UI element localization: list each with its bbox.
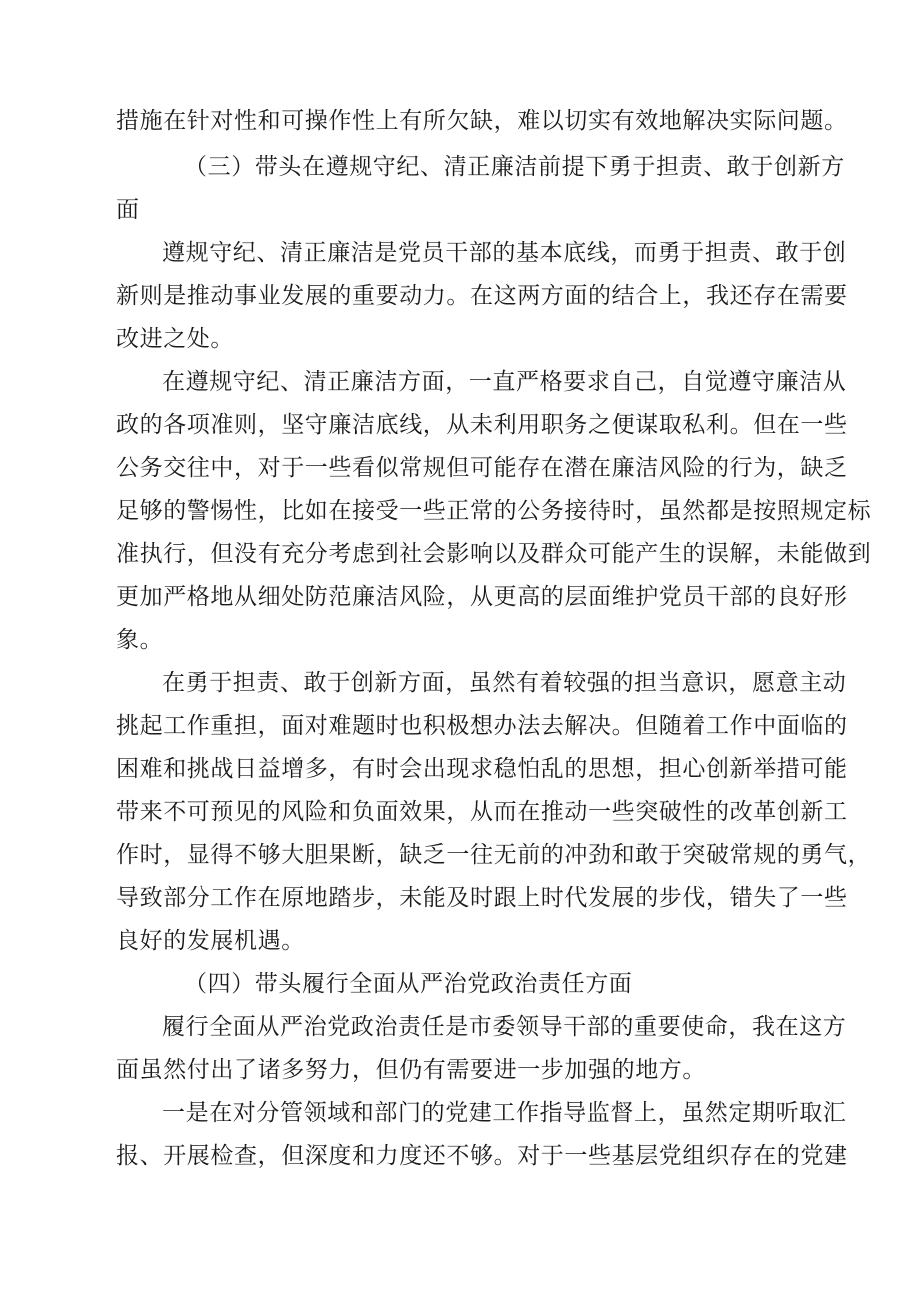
paragraph-2-line-2: 政的各项准则，坚守廉洁底线，从未利用职务之便谋取私利。但在一些: [116, 412, 848, 438]
paragraph-2-line-6: 更加严格地从细处防范廉洁风险，从更高的层面维护党员干部的良好形: [116, 584, 848, 610]
paragraph-1-line-3: 改进之处。: [116, 326, 234, 352]
paragraph-1-line-1: 遵规守纪、清正廉洁是党员干部的基本底线，而勇于担责、敢于创: [162, 240, 847, 266]
paragraph-3-line-6: 导致部分工作在原地踏步，未能及时跟上时代发展的步伐，错失了一些: [116, 885, 848, 911]
section-heading-3-cont: 面: [116, 197, 140, 223]
paragraph-3-line-4: 带来不可预见的风险和负面效果，从而在推动一些突破性的改革创新工: [116, 799, 848, 825]
paragraph-4-line-2: 面虽然付出了诸多努力，但仍有需要进一步加强的地方。: [116, 1057, 706, 1083]
paragraph-5-line-2: 报、开展检查，但深度和力度还不够。对于一些基层党组织存在的党建: [116, 1143, 848, 1169]
section-heading-4: （四）带头履行全面从严治党政治责任方面: [184, 971, 633, 997]
paragraph-4-line-1: 履行全面从严治党政治责任是市委领导干部的重要使命，我在这方: [162, 1014, 847, 1040]
paragraph-2-line-3: 公务交往中，对于一些看似常规但可能存在潜在廉洁风险的行为，缺乏: [116, 455, 848, 481]
paragraph-2-line-5: 准执行，但没有充分考虑到社会影响以及群众可能产生的误解，未能做到: [116, 541, 872, 567]
paragraph-2-line-4: 足够的警惕性，比如在接受一些正常的公务接待时，虽然都是按照规定标: [116, 498, 872, 524]
paragraph-2-line-1: 在遵规守纪、清正廉洁方面，一直严格要求自己，自觉遵守廉洁从: [162, 369, 847, 395]
text-line-1: 措施在针对性和可操作性上有所欠缺，难以切实有效地解决实际问题。: [116, 108, 848, 134]
paragraph-3-line-2: 挑起工作重担，面对难题时也积极想办法去解决。但随着工作中面临的: [116, 713, 848, 739]
paragraph-3-line-7: 良好的发展机遇。: [116, 928, 305, 954]
paragraph-1-line-2: 新则是推动事业发展的重要动力。在这两方面的结合上，我还存在需要: [116, 283, 848, 309]
paragraph-3-line-3: 困难和挑战日益增多，有时会出现求稳怕乱的思想，担心创新举措可能: [116, 756, 848, 782]
section-heading-3: （三）带头在遵规守纪、清正廉洁前提下勇于担责、敢于创新方: [184, 154, 845, 180]
paragraph-2-line-7: 象。: [116, 627, 164, 653]
paragraph-3-line-1: 在勇于担责、敢于创新方面，虽然有着较强的担当意识，愿意主动: [162, 670, 847, 696]
paragraph-3-line-5: 作时，显得不够大胆果断，缺乏一往无前的冲劲和敢于突破常规的勇气，: [116, 842, 872, 868]
paragraph-5-line-1: 一是在对分管领域和部门的党建工作指导监督上，虽然定期听取汇: [162, 1100, 847, 1126]
